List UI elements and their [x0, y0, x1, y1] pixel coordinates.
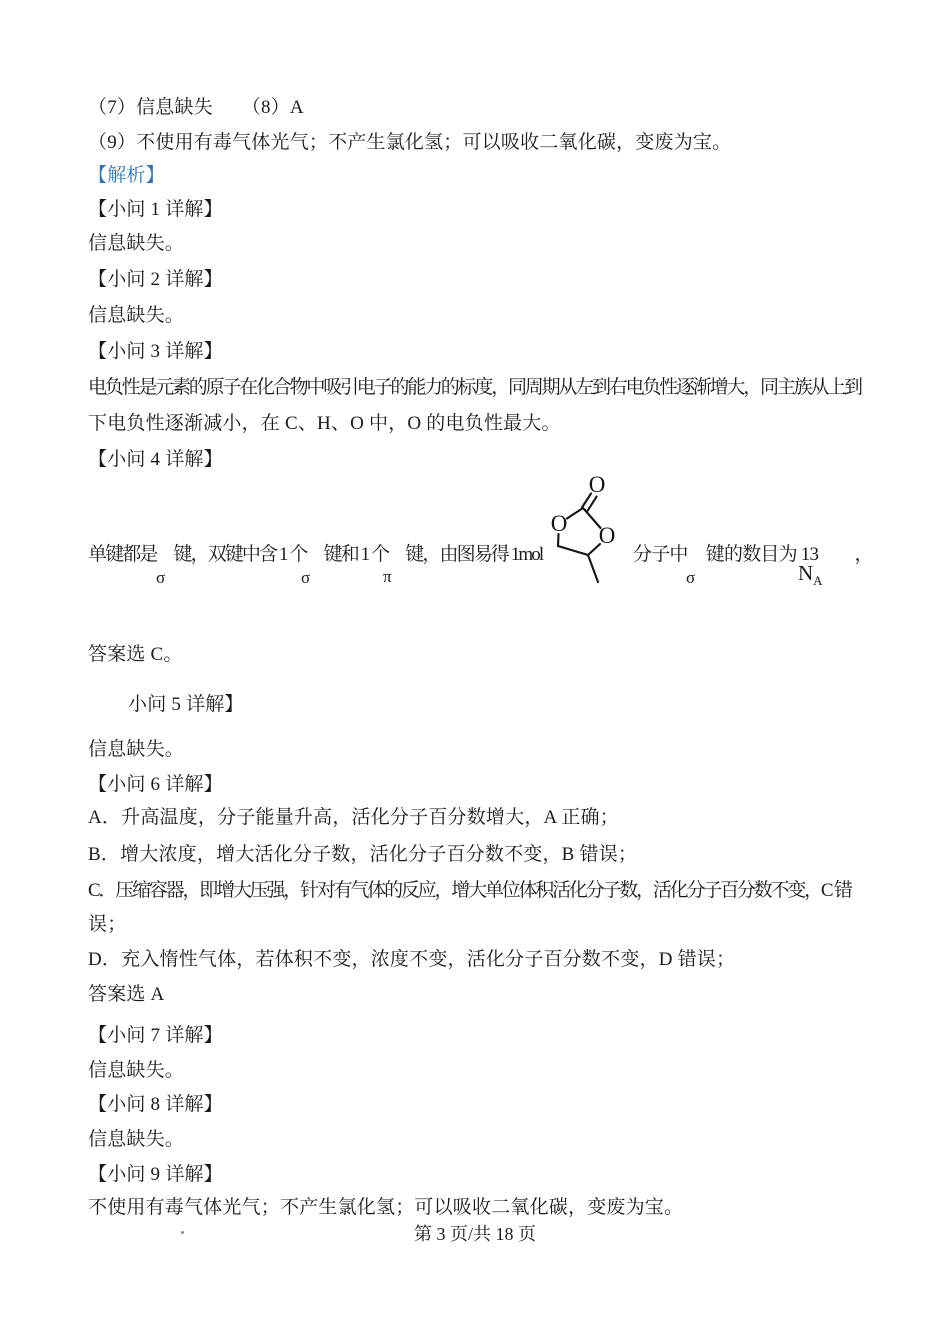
subq-2-label: 【小问 2 详解】 — [88, 269, 223, 290]
option-c-line-1: C．压缩容器，即增大压强，针对有气体的反应，增大单位体积活化分子数，活化分子百分数不变，C 错 — [88, 880, 851, 901]
subq-6-answer: 答案选 A — [88, 984, 165, 1005]
option-c-line-2: 误； — [88, 914, 127, 935]
molecule-structure — [540, 458, 622, 590]
subq-3-label: 【小问 3 详解】 — [88, 341, 223, 362]
avogadro-sub-a: A — [813, 573, 823, 589]
subq-6-label: 【小问 6 详解】 — [88, 774, 223, 795]
pi-symbol: π — [383, 567, 392, 586]
answer-line-q9: （9）不使用有毒气体光气；不产生氯化氢；可以吸收二氧化碳，变废为宝。 — [88, 132, 732, 153]
subq-5-body: 信息缺失。 — [88, 739, 185, 760]
oxygen-label-top: O — [588, 472, 606, 497]
subq-9-body: 不使用有毒气体光气；不产生氯化氢；可以吸收二氧化碳，变废为宝。 — [88, 1197, 684, 1218]
subq-8-body: 信息缺失。 — [88, 1129, 185, 1150]
sigma-symbol-3: σ — [686, 568, 696, 587]
page-number-footer: 第 3 页/共 18 页 — [413, 1224, 536, 1244]
avogadro-n: N — [798, 561, 814, 585]
option-a: A．升高温度，分子能量升高，活化分子百分数增大，A 正确； — [88, 807, 619, 828]
subq-7-body: 信息缺失。 — [88, 1060, 185, 1081]
option-d: D．充入惰性气体，若体积不变，浓度不变，活化分子百分数不变，D 错误； — [88, 949, 736, 970]
sigma-symbol-2: σ — [301, 568, 311, 587]
analysis-header: 【解析】 — [88, 165, 165, 186]
subq-3-body-line-1: 电负性是元素的原子在化合物中吸引电子的能力的标度，同周期从左到右电负性逐渐增大，同主族从上到 — [88, 377, 861, 398]
oxygen-label-left: O — [550, 511, 568, 536]
subq-4-answer: 答案选 C。 — [88, 644, 183, 665]
oxygen-label-right: O — [598, 523, 616, 548]
subq-3-body-line-2: 下电负性逐渐减小，在 C、H、O 中，O 的电负性最大。 — [88, 413, 561, 434]
option-b: B．增大浓度，增大活化分子数，活化分子百分数不变，B 错误； — [88, 844, 638, 865]
subq-8-label: 【小问 8 详解】 — [88, 1094, 223, 1115]
subq-1-body: 信息缺失。 — [88, 233, 185, 254]
formula-text-right: 分子中 键的数目为 13 ， — [633, 544, 873, 565]
subq-7-label: 【小问 7 详解】 — [88, 1025, 223, 1046]
avogadro-symbol — [798, 563, 823, 591]
subq-9-label: 【小问 9 详解】 — [88, 1164, 223, 1185]
answer-line-q7-q8: （7）信息缺失 （8）A — [88, 97, 304, 118]
formula-text-left: 单键都是 键，双键中含 1 个 键和 1 个 键，由图易得 1mol — [88, 544, 543, 565]
sigma-symbol-1: σ — [156, 568, 166, 587]
subq-2-body: 信息缺失。 — [88, 305, 185, 326]
subq-5-label: 小问 5 详解】 — [128, 694, 244, 715]
bond-lines — [558, 494, 601, 583]
subq-1-label: 【小问 1 详解】 — [88, 199, 223, 220]
subq-4-label: 【小问 4 详解】 — [88, 449, 223, 470]
